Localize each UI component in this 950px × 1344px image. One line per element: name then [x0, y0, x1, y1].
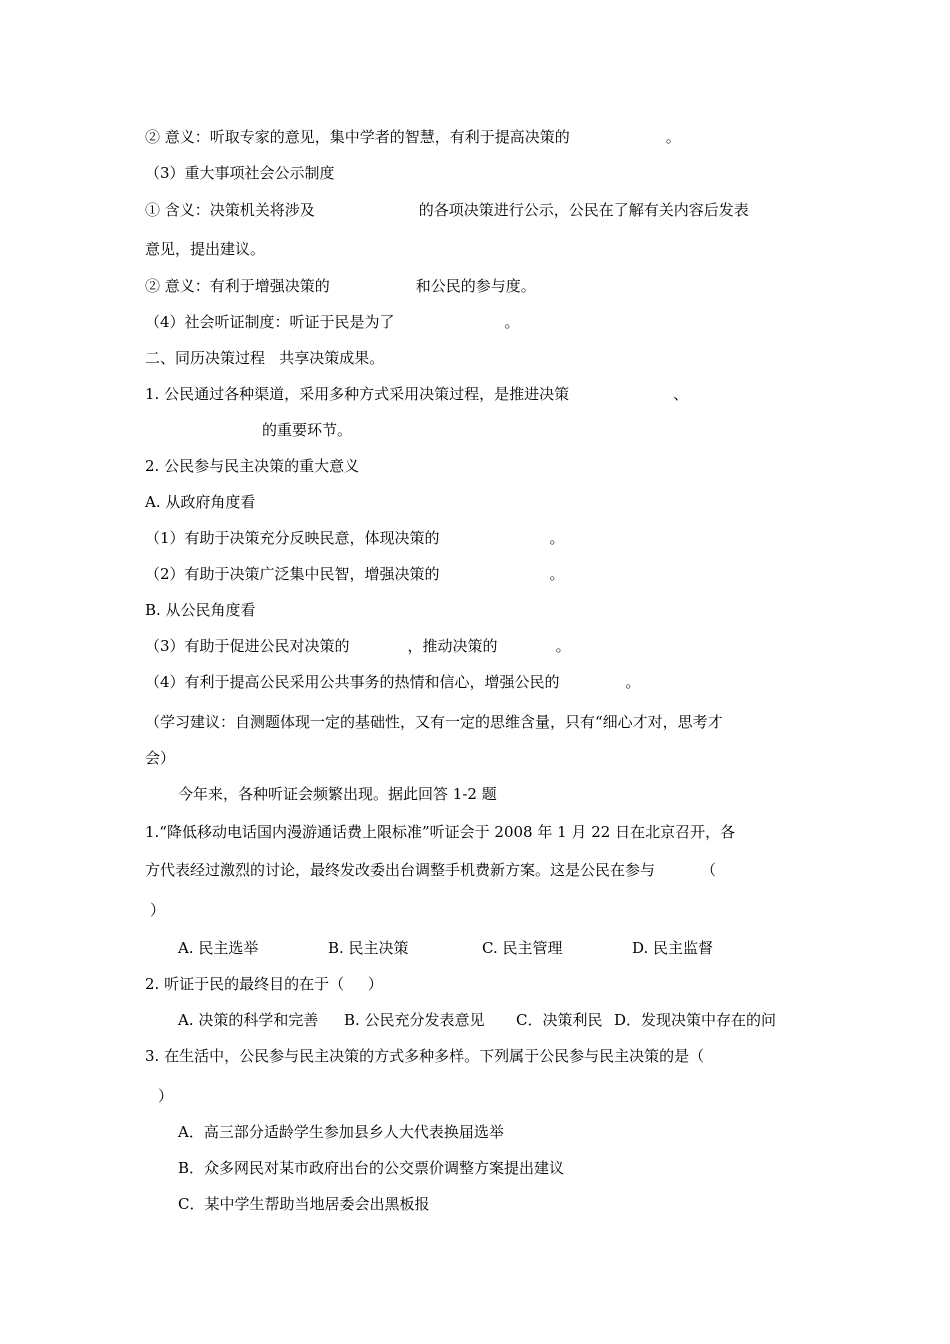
question-3-stem: 3. 在生活中，公民参与民主决策的方式多种多样。下列属于公民参与民主决策的是（ — [145, 1047, 705, 1065]
text-segment: （2）有助于决策广泛集中民智，增强决策的 — [145, 565, 440, 583]
q2-option-b: B. 公民充分发表意见 — [344, 1011, 485, 1029]
item-1-line — [145, 528, 565, 548]
section-heading-two: 二、同历决策过程 共享决策成果。 — [145, 349, 385, 367]
text-segment: （4）社会听证制度：听证于民是为了 — [145, 313, 395, 331]
text-segment: （ — [701, 861, 717, 879]
meaning-expert-line — [145, 127, 681, 147]
text-segment: 。 — [504, 313, 520, 331]
text-segment: 的各项决策进行公示，公民在了解有关内容后发表 — [418, 201, 749, 219]
text-segment: ，推动决策的 — [407, 637, 498, 655]
text-segment: （1）有助于决策充分反映民意，体现决策的 — [145, 529, 440, 547]
item-2-line — [145, 564, 565, 584]
question-1-stem: 1.“降低移动电话国内漫游通话费上限标准”听证会于 2008 年 1 月 22 日在北京召开，各 — [145, 823, 736, 841]
point-one-line — [145, 384, 688, 404]
q3-option-a: A．高三部分适龄学生参加县乡人大代表换届选举 — [178, 1123, 504, 1141]
q2-option-d: D．发现决策中存在的问 — [614, 1011, 777, 1029]
text-segment: 。 — [549, 565, 565, 583]
government-perspective-heading: A. 从政府角度看 — [145, 493, 256, 511]
text-segment: ① 含义：决策机关将涉及 — [145, 201, 315, 219]
q3-option-c: C．某中学生帮助当地居委会出黑板报 — [178, 1195, 430, 1213]
question-1-stem-cont — [145, 860, 716, 880]
question-3-paren-close: ） — [158, 1087, 174, 1105]
text-segment: 。 — [555, 637, 571, 655]
text-segment: ② 意义：听取专家的意见，集中学者的智慧，有利于提高决策的 — [145, 128, 570, 146]
question-2-stem: 2. 听证于民的最终目的在于（ ） — [145, 975, 383, 993]
text-segment: （4）有利于提高公民采用公共事务的热情和信心，增强公民的 — [145, 673, 560, 691]
study-advice-line-cont: 会） — [145, 749, 176, 767]
section-heading-public-notice: （3）重大事项社会公示制度 — [145, 164, 335, 182]
text-segment: 、 — [673, 385, 689, 403]
definition-line-cont: 意见，提出建议。 — [145, 240, 266, 258]
q3-option-b: B．众多网民对某市政府出台的公交票价调整方案提出建议 — [178, 1159, 565, 1177]
text-segment: 。 — [625, 673, 641, 691]
q1-option-a: A. 民主选举 — [178, 939, 259, 957]
text-segment: （3）有助于促进公民对决策的 — [145, 637, 350, 655]
point-one-line-cont: 的重要环节。 — [262, 421, 353, 439]
meaning-public-line — [145, 276, 536, 296]
item-4-line — [145, 672, 641, 692]
text-segment: 1. 公民通过各种渠道，采用多种方式采用决策过程，是推进决策 — [145, 385, 570, 403]
hearing-system-line — [145, 312, 520, 332]
text-segment: ② 意义：有利于增强决策的 — [145, 277, 330, 295]
q2-option-a: A. 决策的科学和完善 — [178, 1011, 319, 1029]
q1-option-b: B. 民主决策 — [328, 939, 409, 957]
text-segment: 和公民的参与度。 — [415, 277, 536, 295]
point-two-heading: 2. 公民参与民主决策的重大意义 — [145, 457, 360, 475]
text-segment: 方代表经过激烈的讨论，最终发改委出台调整手机费新方案。这是公民在参与 — [145, 861, 656, 879]
question-1-paren-close: ） — [150, 901, 166, 919]
definition-line — [145, 200, 749, 220]
item-3-line — [145, 636, 571, 656]
q1-option-c: C. 民主管理 — [482, 939, 563, 957]
q1-option-d: D. 民主监督 — [632, 939, 714, 957]
citizen-perspective-heading: B. 从公民角度看 — [145, 601, 256, 619]
question-intro: 今年来，各种听证会频繁出现。据此回答 1-2 题 — [178, 785, 497, 803]
q2-option-c: C．决策利民 — [516, 1011, 603, 1029]
study-advice-line: （学习建议：自测题体现一定的基础性，又有一定的思维含量，只有“细心才对，思考才 — [145, 713, 723, 731]
text-segment: 。 — [549, 529, 565, 547]
text-segment: 。 — [665, 128, 681, 146]
